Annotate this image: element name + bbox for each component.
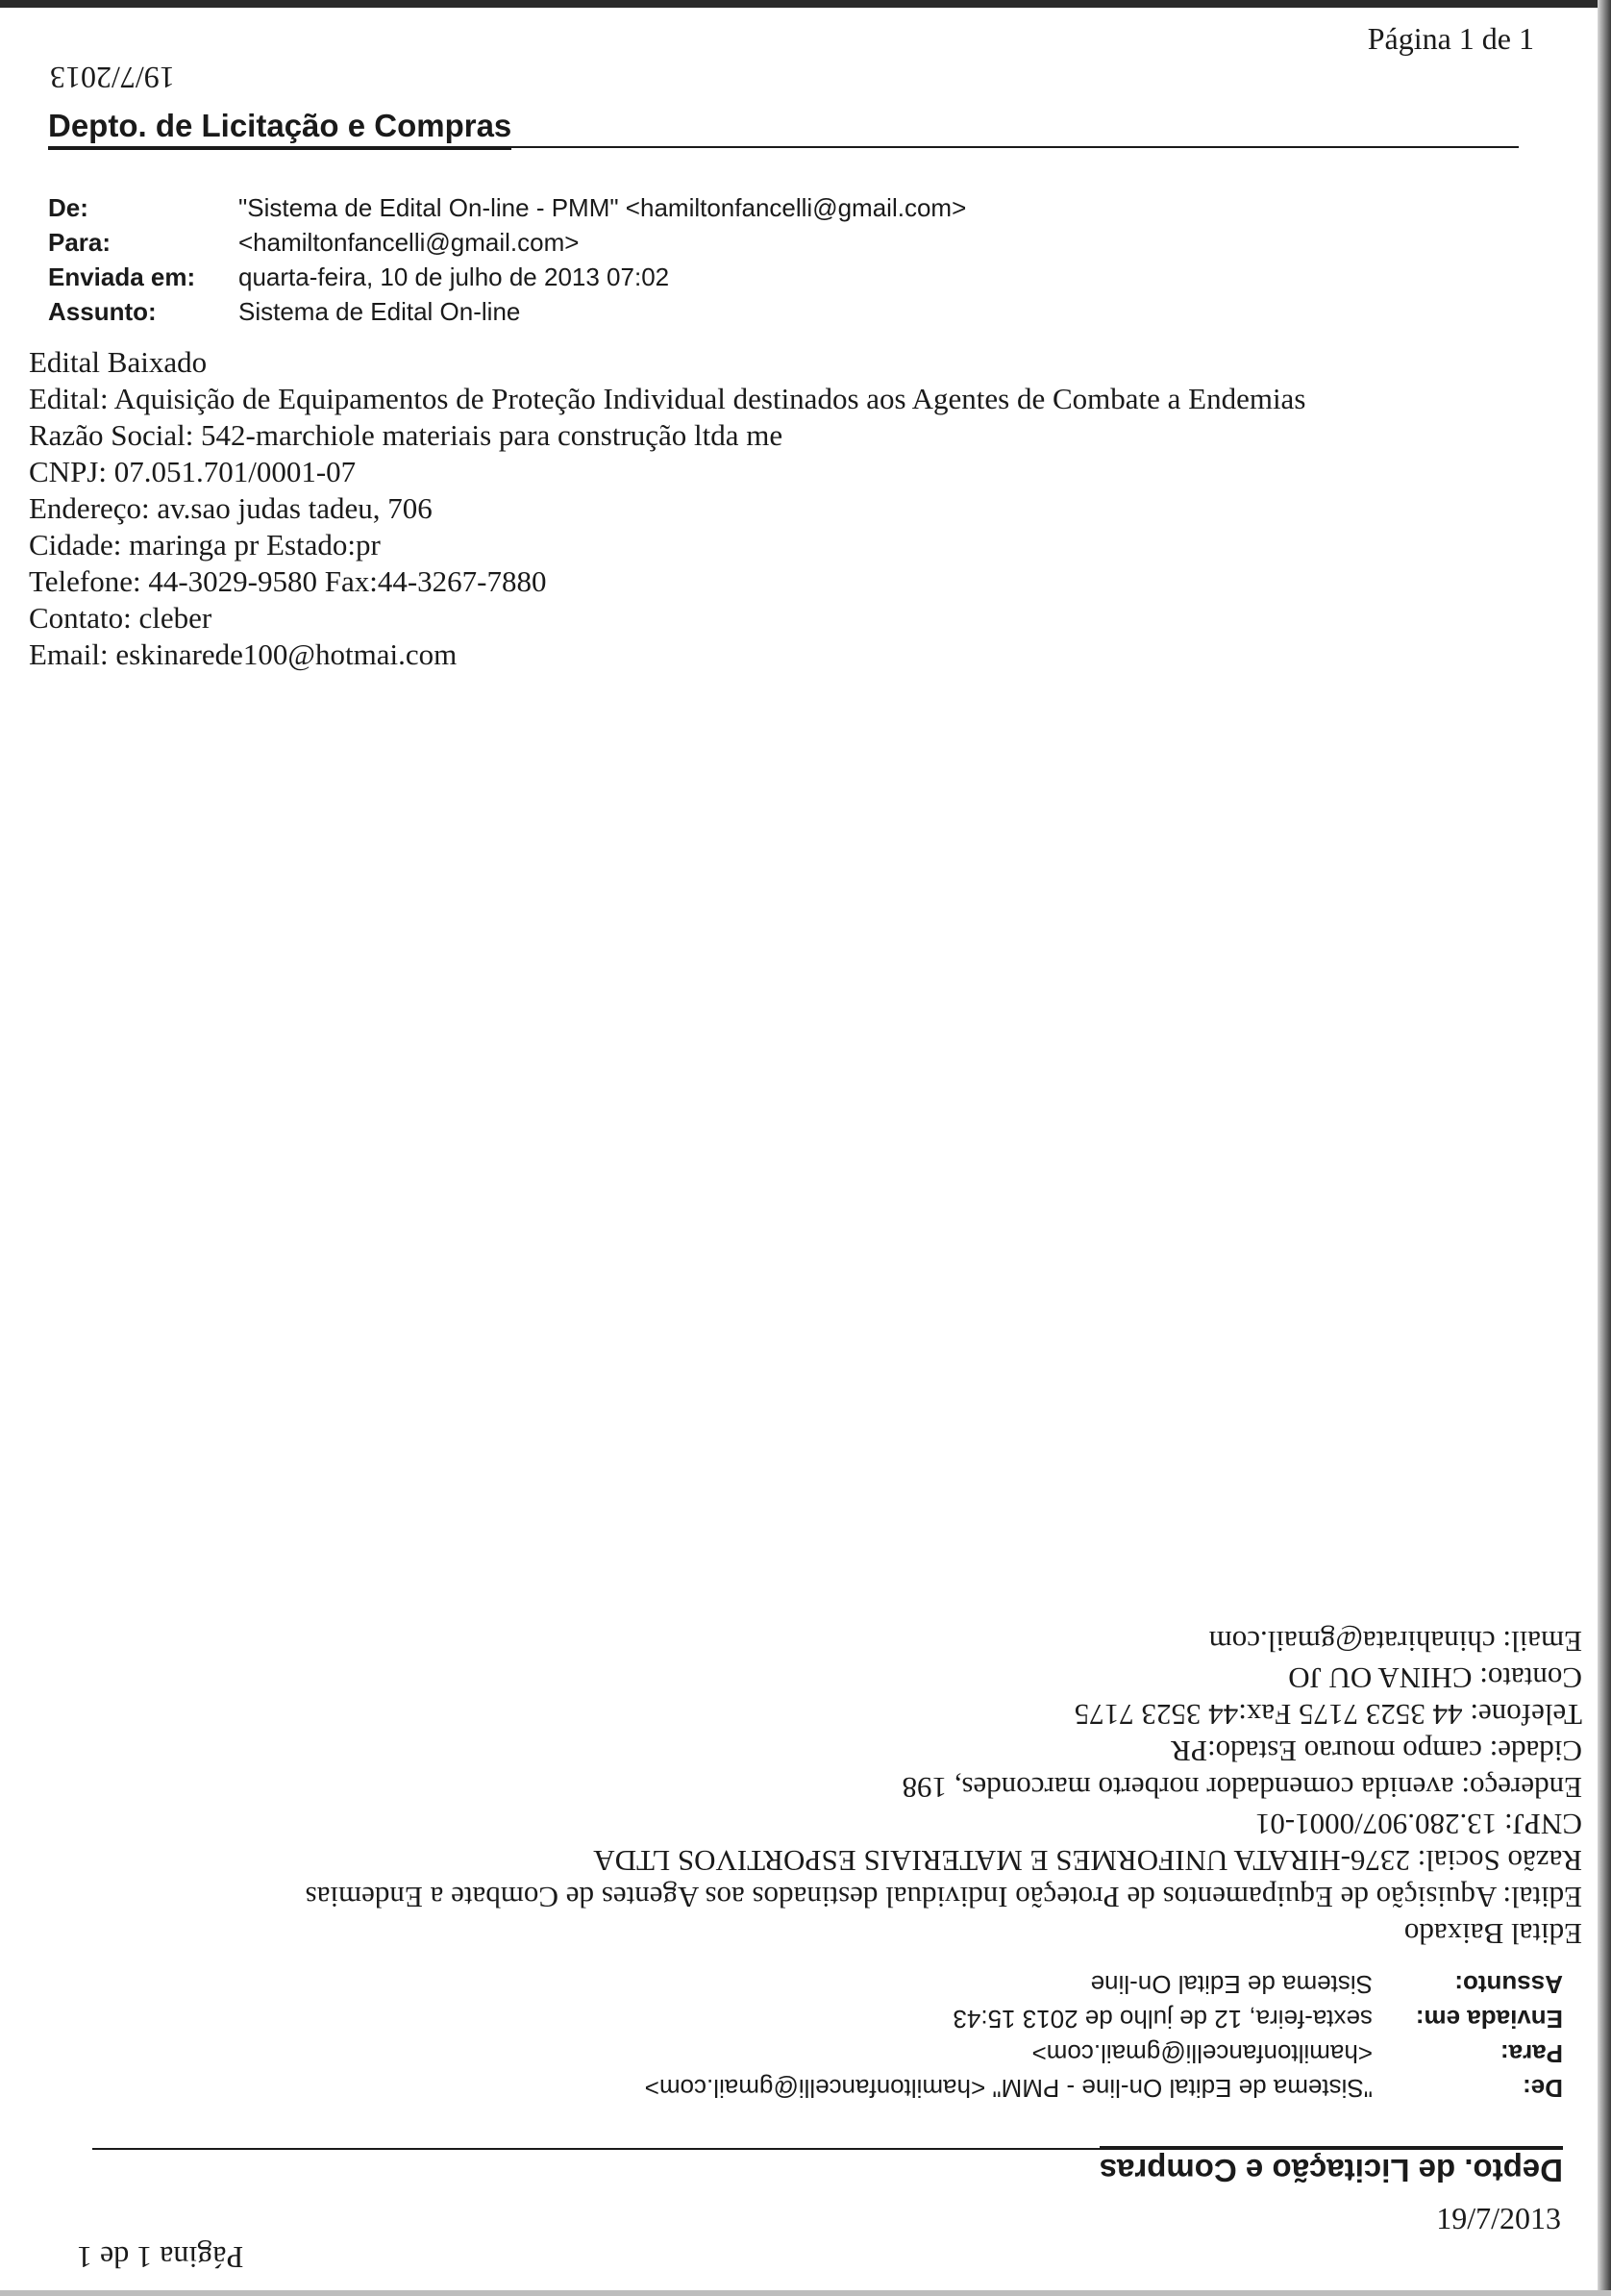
- header-value: "Sistema de Edital On-line - PMM" <hamiltonfancelli@gmail.com>: [644, 2074, 1373, 2103]
- header-value: sexta-feira, 12 de julho de 2013 15:43: [953, 2005, 1373, 2034]
- header-sent: [48, 260, 966, 294]
- body-line: Razão Social: 2376-HIRATA UNIFORMES E MATERIAIS ESPORTIVOS LTDA: [593, 1844, 1582, 1878]
- header-value: <hamiltonfancelli@gmail.com>: [238, 228, 580, 257]
- header-value: quarta-feira, 10 de julho de 2013 07:02: [238, 262, 670, 291]
- header-label: Assunto:: [1454, 1970, 1563, 1999]
- body-line: Email: eskinarede100@hotmai.com: [29, 637, 458, 671]
- body-line: CNPJ: 07.051.701/0001-07: [29, 455, 357, 488]
- page-number: Página 1 de 1: [77, 2240, 244, 2275]
- header-value: Sistema de Edital On-line: [238, 297, 521, 326]
- header-rule: [48, 146, 1519, 148]
- header-to: [645, 2036, 1563, 2071]
- header-sent: [645, 2002, 1563, 2036]
- header-label: Para:: [48, 228, 112, 257]
- body-line: CNPJ: 13.280.907/0001-01: [1254, 1808, 1582, 1841]
- body-line: Email: chinahirata@gmail.com: [1208, 1625, 1582, 1659]
- body-line: Cidade: campo mourao Estado:PR: [1171, 1734, 1582, 1768]
- header-label: De:: [1523, 2074, 1563, 2103]
- header-label: De:: [48, 193, 88, 222]
- body-line: Telefone: 44-3029-9580 Fax:44-3267-7880: [29, 564, 547, 598]
- body-line: Telefone: 44 3523 7175 Fax:44 3523 7175: [1074, 1698, 1582, 1732]
- header-value: "Sistema de Edital On-line - PMM" <hamiltonfancelli@gmail.com>: [238, 193, 967, 222]
- email-header: [48, 190, 966, 329]
- org-title: Depto. de Licitação e Compras: [48, 108, 511, 150]
- header-value: Sistema de Edital On-line: [1090, 1970, 1373, 1999]
- body-line: Endereço: avenida comendador norberto marcondes, 198: [902, 1771, 1582, 1805]
- body-line: Edital Baixado: [1403, 1917, 1582, 1951]
- header-label: Assunto:: [48, 297, 157, 326]
- body-line: Cidade: maringa pr Estado:pr: [29, 528, 381, 562]
- body-line: Contato: CHINA OU JO: [1288, 1661, 1582, 1695]
- header-label: Enviada em:: [48, 262, 196, 291]
- header-from: [645, 2071, 1563, 2106]
- body-line: Edital: Aquisição de Equipamentos de Proteção Individual destinados aos Agentes de Combate a Endemias: [29, 382, 1306, 415]
- org-title: Depto. de Licitação e Compras: [1100, 2146, 1563, 2188]
- body-line: Edital: Aquisição de Equipamentos de Proteção Individual destinados aos Agentes de Combate a Endemias: [305, 1881, 1582, 1914]
- header-label: Para:: [1499, 2039, 1563, 2068]
- body-line: Razão Social: 542-marchiole materiais para construção ltda me: [29, 418, 783, 452]
- body-line: Contato: cleber: [29, 601, 212, 635]
- header-from: [48, 190, 966, 225]
- header-label: Enviada em:: [1415, 2005, 1563, 2034]
- header-to: [48, 225, 966, 260]
- email-body: [29, 344, 1305, 673]
- header-subject: [645, 1967, 1563, 2002]
- header-value: <hamiltonfancelli@gmail.com>: [1031, 2039, 1373, 2068]
- print-date: 19/7/2013: [50, 61, 175, 95]
- page-number: Página 1 de 1: [1367, 21, 1534, 56]
- email-header: [645, 1967, 1563, 2106]
- header-rule: [92, 2148, 1563, 2150]
- body-line: Edital Baixado: [29, 345, 208, 379]
- body-line: Endereço: av.sao judas tadeu, 706: [29, 491, 433, 525]
- email-body: [306, 1623, 1582, 1952]
- header-subject: [48, 294, 966, 329]
- print-date: 19/7/2013: [1436, 2201, 1561, 2235]
- email-printout-2: [0, 1148, 1611, 2296]
